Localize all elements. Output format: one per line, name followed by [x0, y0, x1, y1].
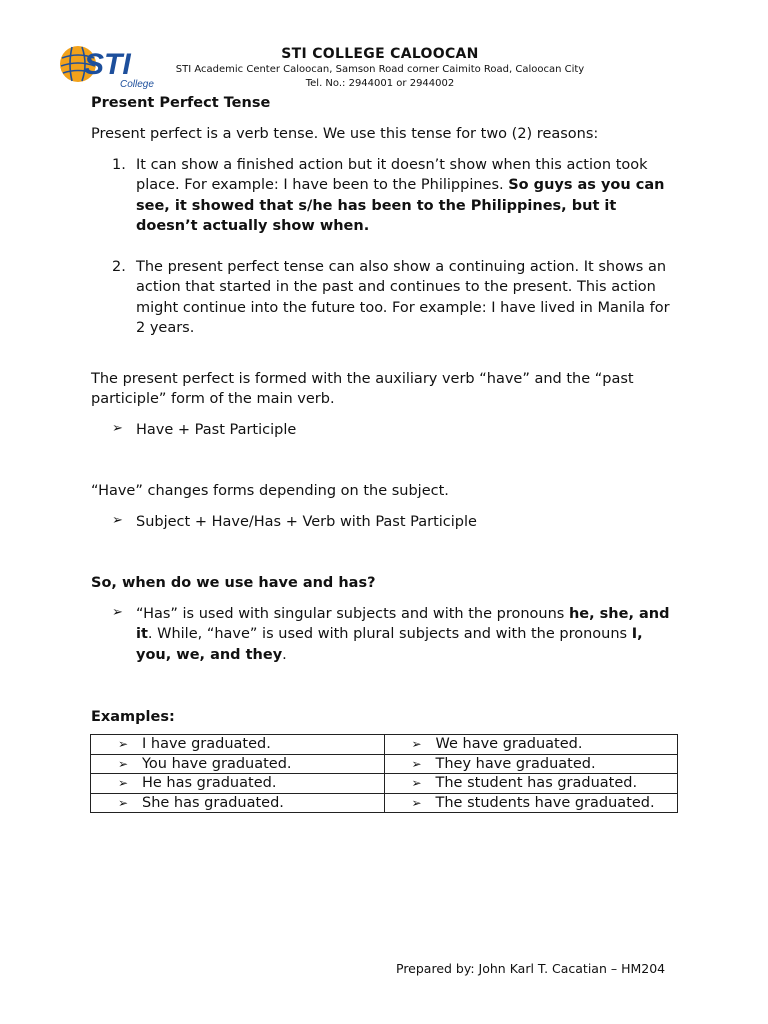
- bullet-arrow-icon: ➢: [118, 776, 129, 791]
- bullet-arrow-icon: ➢: [112, 421, 123, 436]
- usage-part-2: . While, “have” is used with plural subjects and with the pronouns: [147, 626, 628, 643]
- list-number: 1.: [112, 157, 126, 173]
- table-cell: [91, 793, 385, 813]
- formed-paragraph: The present perfect is formed with the auxiliary verb “have” and the “past participle” form of the main verb.: [91, 371, 634, 408]
- usage-part-1: “Has” is used with singular subjects and with the pronouns: [136, 606, 565, 622]
- sti-logo: [58, 38, 154, 90]
- bullet-arrow-icon: ➢: [411, 776, 422, 791]
- usage-paragraph: [136, 604, 676, 665]
- school-telephone: Tel. No.: 2944001 or 2944002: [305, 78, 455, 89]
- example-text: The student has graduated.: [435, 775, 638, 792]
- formula-have-past-participle: Have + Past Participle: [136, 422, 297, 438]
- question-heading: So, when do we use have and has?: [91, 575, 376, 591]
- example-text: The students have graduated.: [435, 794, 655, 811]
- example-text: You have graduated.: [142, 755, 292, 772]
- examples-table: [90, 734, 678, 813]
- school-name: STI COLLEGE CALOOCAN: [281, 46, 479, 62]
- formula-subject-have-has: Subject + Have/Has + Verb with Past Participle: [136, 514, 477, 530]
- table-row: [91, 793, 678, 813]
- example-text: She has graduated.: [142, 794, 284, 811]
- example-text: I have graduated.: [142, 736, 271, 753]
- footer-prepared-by: Prepared by: John Karl T. Cacatian – HM204: [396, 961, 666, 976]
- bullet-arrow-icon: ➢: [118, 795, 129, 810]
- logo-text: STI: [84, 48, 131, 81]
- reason-1-bold: So guys as you can see, it showed that s/he has been to the Philippines, but it doesn’t actually show when.: [136, 177, 665, 235]
- bullet-arrow-icon: ➢: [411, 756, 422, 771]
- table-cell: [384, 793, 678, 813]
- page-title: Present Perfect Tense: [91, 95, 271, 111]
- example-text: They have graduated.: [435, 755, 596, 772]
- examples-heading: Examples:: [91, 709, 175, 725]
- intro-paragraph: Present perfect is a verb tense. We use this tense for two (2) reasons:: [91, 126, 599, 142]
- table-row: [91, 774, 678, 794]
- bullet-arrow-icon: ➢: [112, 605, 123, 620]
- usage-bold-2: I, you, we, and they: [136, 626, 643, 663]
- example-text: He has graduated.: [142, 775, 277, 792]
- logo-subtext: College: [120, 79, 154, 90]
- list-number: 2.: [112, 259, 126, 275]
- bullet-arrow-icon: ➢: [411, 795, 422, 810]
- table-cell: [384, 735, 678, 755]
- table-cell: [384, 754, 678, 774]
- bullet-arrow-icon: ➢: [118, 756, 129, 771]
- school-address: STI Academic Center Caloocan, Samson Road corner Caimito Road, Caloocan City: [175, 64, 585, 75]
- table-cell: [384, 774, 678, 794]
- reason-1-plain: It can show a finished action but it doesn’t show when this action took place. For example: I have been to the Philippines.: [136, 157, 648, 194]
- bullet-arrow-icon: ➢: [118, 737, 129, 752]
- table-cell: [91, 774, 385, 794]
- usage-part-3: .: [282, 646, 287, 663]
- reason-1-text: [136, 155, 676, 237]
- reason-2-text: The present perfect tense can also show a continuing action. It shows an action that started in the past and continues to the present. This action might continue into the future too. For example: I have lived in Manila for 2 years.: [136, 259, 670, 337]
- usage-bold-1: he, she, and it: [136, 606, 670, 643]
- table-cell: [91, 754, 385, 774]
- table-cell: [91, 735, 385, 755]
- table-row: [91, 735, 678, 755]
- changes-paragraph: “Have” changes forms depending on the subject.: [91, 483, 449, 499]
- example-text: We have graduated.: [435, 736, 583, 753]
- bullet-arrow-icon: ➢: [112, 513, 123, 528]
- table-row: [91, 754, 678, 774]
- bullet-arrow-icon: ➢: [411, 737, 422, 752]
